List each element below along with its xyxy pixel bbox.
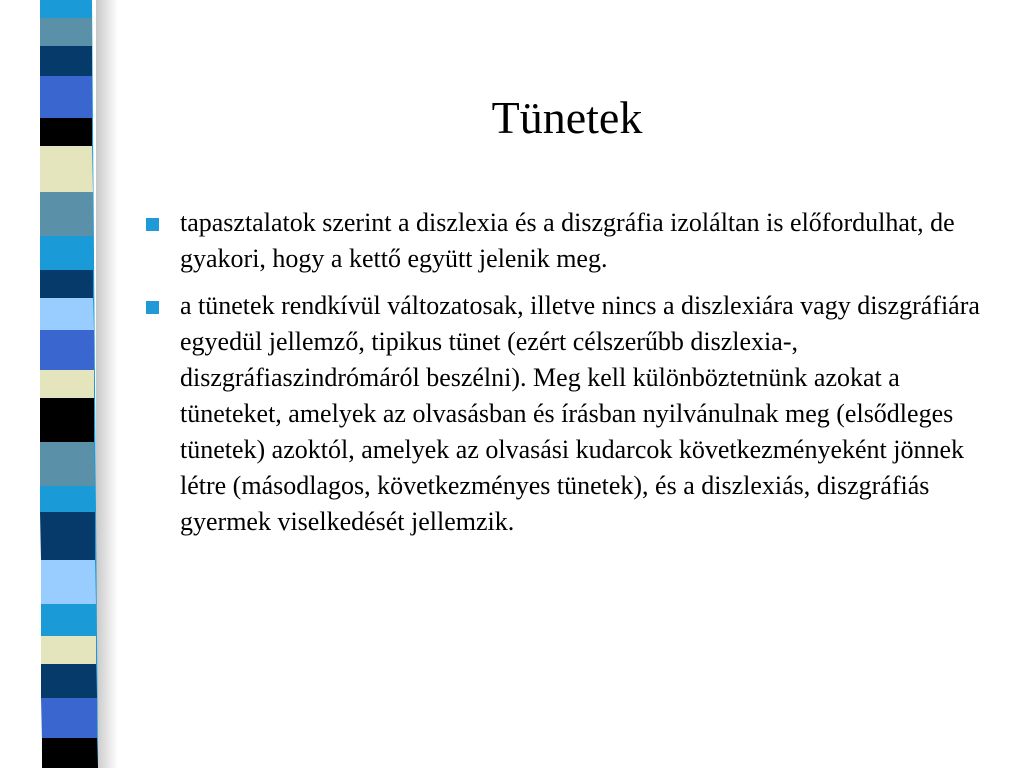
bullet-item [142, 288, 1002, 540]
stripe-shadow [96, 0, 118, 768]
square-bullet-icon [146, 218, 159, 231]
bullet-item [142, 205, 1002, 277]
slide-title: Tünetek [491, 92, 643, 143]
square-bullet-icon [146, 301, 159, 314]
stripe-bar-graphic [0, 0, 118, 768]
decorative-stripe-bar [0, 0, 118, 768]
bullet-text: tapasztalatok szerint a diszlexia és a diszgráfia izoláltan is előfordulhat, de gyakori, hogy a kettő együtt jelenik meg. [180, 208, 955, 273]
stripe-bands [40, 0, 98, 768]
bullet-text: a tünetek rendkívül változatosak, illetve nincs a diszlexiára vagy diszgráfiára egyedül jellemző, tipikus tünet (ezért célszerűbb diszlexia-, diszgráfiaszindrómáról beszélni). Meg kell különböztetnünk azokat a tüneteket, amelyek az olvasásban és írásban nyilvánulnak meg (elsődleges tünetek) azoktól, amelyek az olvasási kudarcok következményeként jönnek létre (másodlagos, következményes tünetek), és a diszlexiás, diszgráfiás gyermek viselkedését jellemzik. [180, 291, 980, 536]
bullet-list [142, 205, 1002, 551]
